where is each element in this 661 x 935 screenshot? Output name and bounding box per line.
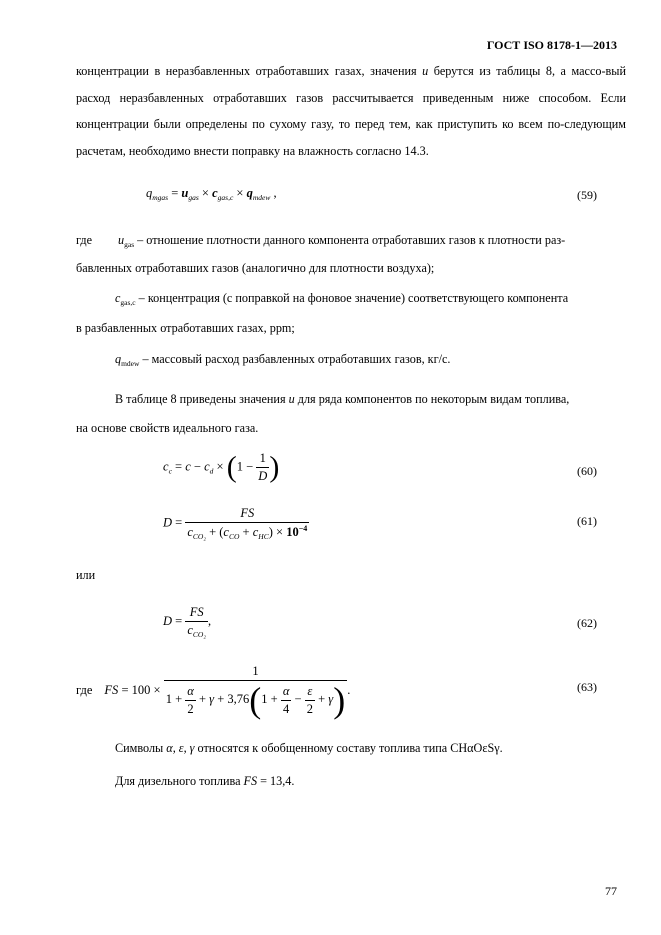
eq60-frac-num: 1 <box>256 451 269 468</box>
page-number: 77 <box>605 884 617 898</box>
eq59-times-1: × <box>198 186 213 200</box>
def1-symbol: u <box>118 233 125 247</box>
equation-59 <box>146 186 277 202</box>
eq59-c-sub: gas,c <box>217 193 234 202</box>
eq63-left-paren: ( <box>249 680 262 720</box>
eq59-equals: = <box>168 186 182 200</box>
eq60-fraction <box>256 451 269 484</box>
equation-62-number: (62) <box>577 616 597 630</box>
eq59-times-2: × <box>233 186 247 200</box>
p2-text-1: В таблице 8 приведены значения <box>115 392 289 406</box>
eq63-alpha-over-2 <box>185 684 196 717</box>
eq62-tail: , <box>207 613 212 628</box>
def2-symbol: c <box>115 291 121 305</box>
eq63-tail: . <box>347 682 351 697</box>
def2-text-1: – концентрация (с поправкой на фоновое значение) соответствующего компонента <box>135 291 569 305</box>
eq60-cc: c <box>163 459 169 474</box>
eq63-d-plus-4: + <box>267 691 281 706</box>
eq63-equals: = <box>118 682 132 697</box>
eq63-alpha-2: α <box>281 684 292 701</box>
eq61-exponent: −4 <box>298 524 308 533</box>
eq59-q2: q <box>246 186 253 200</box>
eq62-equals: = <box>172 613 186 628</box>
eq60-equals: = <box>171 459 186 474</box>
eq61-plus-2: + <box>239 525 253 540</box>
eq63-two: 2 <box>187 701 194 716</box>
eq61-c3: c <box>252 525 259 540</box>
p2-text-2: для ряда компонентов по некоторым видам топлива, <box>294 392 570 406</box>
p1-symbol-u: u <box>422 64 429 78</box>
eq61-rparen: ) <box>268 525 273 540</box>
def1-sub: gas <box>124 240 135 249</box>
equation-60-number: (60) <box>577 464 597 478</box>
eq62-numerator: FS <box>185 605 208 622</box>
eq63-d-minus: − <box>291 691 305 706</box>
eq63-numerator: 1 <box>164 664 348 681</box>
eq60-right-paren: ) <box>269 450 280 484</box>
definition-2-line-1 <box>115 291 568 307</box>
def1-text-1: – отношение плотности данного компонента отработавших газов к плотности раз- <box>134 233 566 247</box>
equation-62 <box>163 605 211 639</box>
eq62-denominator <box>185 622 208 639</box>
p1-text-2: берутся из таблицы 8, а массо-вый расход неразбавленных отработавших газов рассчитывается приведенным ниже способом. Если концентрации были определены по сухому газу, то перед тем, как приступить ко всем по-следующим расчетам, необходимо внести поправку на влажность согласно 14.3. <box>76 64 626 158</box>
eq62-c: c <box>187 623 193 637</box>
eq63-376: 3,76 <box>227 691 250 706</box>
eq63-d-plus-3: + <box>214 691 228 706</box>
eq62-c-sub: CO₂ <box>192 630 206 639</box>
eq60-cc-sub: c <box>168 466 172 476</box>
def2-sub: gas,c <box>120 298 136 307</box>
eq61-c1-sub: CO₂ <box>192 532 206 542</box>
equation-61-number: (61) <box>577 514 597 528</box>
eq60-minus: − <box>190 459 205 474</box>
eq60-minus-2: − <box>242 459 257 474</box>
equation-63-number: (63) <box>577 680 597 694</box>
definition-2-line-2: в разбавленных отработавших газах, ppm; <box>76 321 295 335</box>
paragraph-2-line-2: на основе свойств идеального газа. <box>76 421 259 435</box>
eq63-fraction <box>164 664 351 720</box>
definition-3-line-1 <box>115 352 450 368</box>
definition-1-line-2: бавленных отработавших газов (аналогично для плотности воздуха); <box>76 261 435 275</box>
eq59-u: u <box>181 186 189 200</box>
eq60-cd-sub: d <box>209 466 214 476</box>
diesel-text-2: = 13,4. <box>257 774 295 788</box>
eq63-d-one-2: 1 <box>261 691 268 706</box>
eq63-gamma-2: γ <box>328 691 334 706</box>
where-label-1: где <box>76 233 93 247</box>
p1-text-1: концентрации в неразбавленных отработавших газах, значения <box>76 64 423 78</box>
symbols-text-2: относятся к обобщенному составу топлива типа CHαOεSγ. <box>194 741 503 755</box>
eq61-times: × <box>272 525 287 540</box>
eq63-four: 4 <box>282 701 290 716</box>
symbols-text-1: Символы <box>115 741 167 755</box>
eq63-hundred: 100 <box>131 682 151 697</box>
eq61-ten: 10 <box>286 525 299 540</box>
paragraph-2-line-1 <box>115 392 569 407</box>
eq59-q-sub: mgas <box>152 193 169 202</box>
def3-symbol: q <box>115 352 122 366</box>
document-header: ГОСТ ISO 8178-1—2013 <box>486 38 617 52</box>
def3-text-1: – массовый расход разбавленных отработавших газов, кг/с. <box>139 352 451 366</box>
eq61-c3-sub: HC <box>258 532 269 542</box>
eq59-q: q <box>146 186 153 200</box>
equation-61 <box>163 506 309 541</box>
eq63-right-paren: ) <box>333 680 346 720</box>
where-label-2: где <box>76 682 93 697</box>
p2-symbol-u: u <box>288 392 295 406</box>
eq60-times: × <box>213 459 227 474</box>
eq63-gamma: γ <box>209 691 215 706</box>
eq62-D: D <box>163 613 173 628</box>
eq63-two-2: 2 <box>306 701 313 716</box>
eq60-c: c <box>185 459 191 474</box>
eq59-u-sub: gas <box>188 193 199 202</box>
diesel-text-1: Для дизельного топлива <box>115 774 244 788</box>
eq60-left-paren: ( <box>226 450 237 484</box>
equation-63 <box>76 664 350 718</box>
symbols-greek: α, ε, γ <box>166 741 195 755</box>
eq63-eps-over-2 <box>305 684 315 717</box>
eq61-fraction <box>185 506 309 541</box>
eq63-times: × <box>150 682 164 697</box>
eq63-epsilon: ε <box>305 684 315 701</box>
or-label: или <box>76 568 96 582</box>
eq62-fraction <box>185 605 208 639</box>
eq59-tail: , <box>270 186 277 200</box>
eq61-equals: = <box>172 515 186 530</box>
eq60-frac-den: D <box>258 469 268 483</box>
eq63-FS: FS <box>104 682 119 697</box>
diesel-FS: FS <box>243 774 258 788</box>
eq61-plus-1: + <box>205 525 220 540</box>
definition-1-line-1 <box>76 233 565 249</box>
eq61-c2: c <box>223 525 229 540</box>
eq63-alpha: α <box>185 684 196 701</box>
eq63-denominator <box>164 680 351 720</box>
diesel-line <box>115 774 294 789</box>
eq61-c1: c <box>187 525 193 540</box>
eq61-denominator <box>185 523 309 541</box>
eq59-c: c <box>212 186 218 200</box>
eq63-d-one: 1 <box>165 691 172 706</box>
eq60-cd: c <box>204 459 210 474</box>
eq61-c2-sub: CO <box>228 532 240 542</box>
symbols-line <box>115 741 503 756</box>
eq59-q2-sub: mdew <box>252 193 271 202</box>
eq61-D: D <box>163 515 173 530</box>
eq63-d-plus-1: + <box>171 691 186 706</box>
paragraph-1 <box>76 58 626 164</box>
equation-60 <box>163 451 279 484</box>
eq61-lparen: ( <box>219 525 224 540</box>
eq61-numerator: FS <box>185 506 309 523</box>
eq63-alpha-over-4 <box>281 684 292 717</box>
eq60-one: 1 <box>236 459 243 474</box>
equation-59-number: (59) <box>577 188 597 202</box>
def3-sub: mdew <box>121 359 140 368</box>
eq63-d-plus-2: + <box>195 691 210 706</box>
eq63-d-plus-5: + <box>314 691 329 706</box>
